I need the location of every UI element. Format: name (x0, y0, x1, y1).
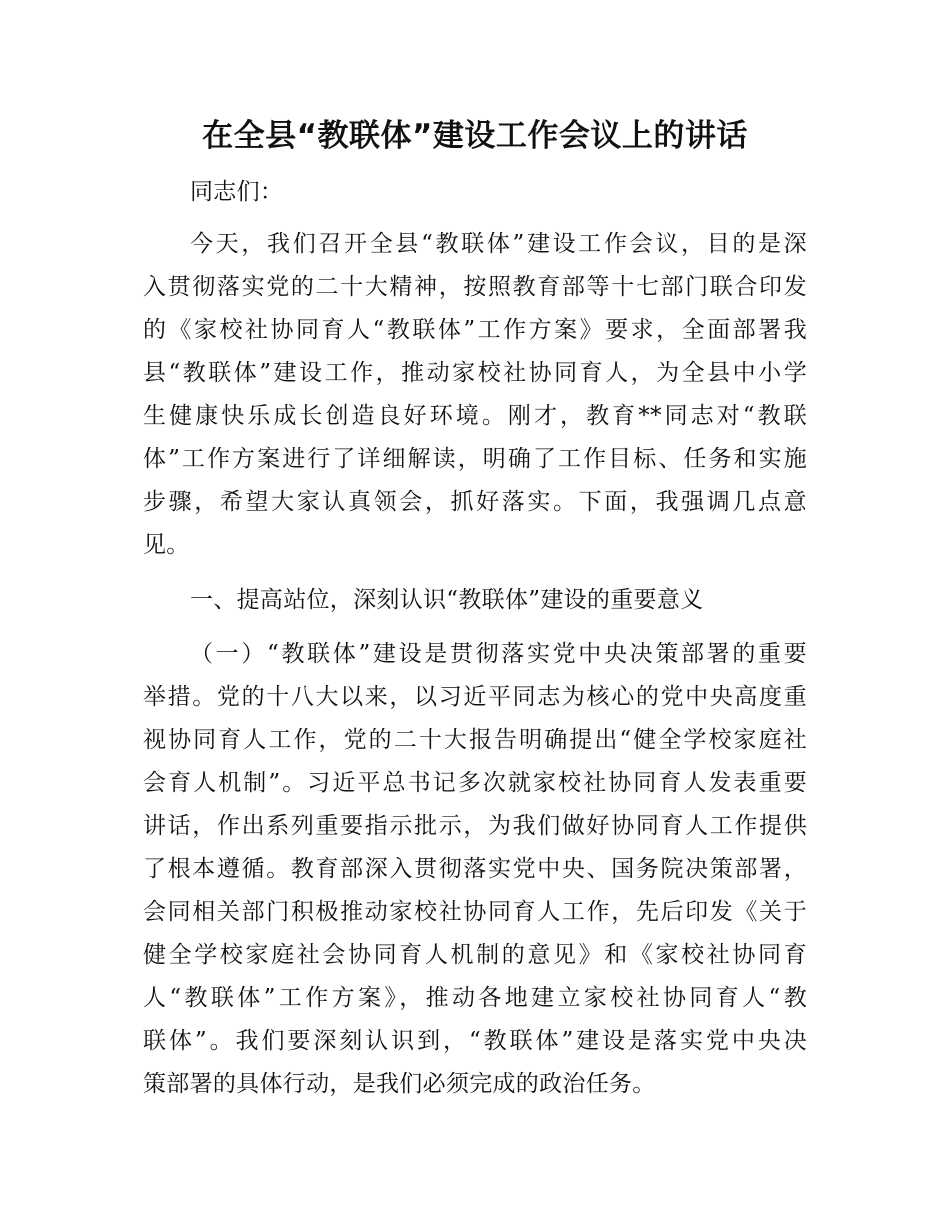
paragraph-line: 举措。党的十八大以来，以习近平同志为核心的党中央高度重 (143, 684, 807, 710)
paragraph-line: 会同相关部门积极推动家校社协同育人工作，先后印发《关于 (143, 899, 807, 925)
section-heading: 一、提高站位，深刻认识“教联体”建设的重要意义 (190, 587, 704, 613)
paragraph-line: 见。 (143, 532, 190, 558)
paragraph-line: 视协同育人工作，党的二十大报告明确提出“健全学校家庭社 (143, 727, 807, 753)
paragraph-line: 的《家校社协同育人“教联体”工作方案》要求，全面部署我 (143, 317, 807, 343)
paragraph-line: 策部署的具体行动，是我们必须完成的政治任务。 (143, 1071, 656, 1097)
paragraph-line: 入贯彻落实党的二十大精神，按照教育部等十七部门联合印发 (143, 274, 807, 300)
paragraph-line: 健全学校家庭社会协同育人机制的意见》和《家校社协同育 (143, 942, 807, 968)
paragraph-line: 讲话，作出系列重要指示批示，为我们做好协同育人工作提供 (143, 813, 807, 839)
paragraph-line: 步骤，希望大家认真领会，抓好落实。下面，我强调几点意 (143, 489, 807, 515)
paragraph-line: 会育人机制”。习近平总书记多次就家校社协同育人发表重要 (143, 770, 807, 796)
paragraph-line: 了根本遵循。教育部深入贯彻落实党中央、国务院决策部署， (143, 856, 807, 882)
paragraph-line: 今天，我们召开全县“教联体”建设工作会议，目的是深 (190, 231, 807, 257)
paragraph-line: 体”工作方案进行了详细解读，明确了工作目标、任务和实施 (143, 446, 807, 472)
document-title: 在全县“教联体”建设工作会议上的讲话 (202, 118, 748, 154)
paragraph-line: 县“教联体”建设工作，推动家校社协同育人，为全县中小学 (143, 360, 807, 386)
paragraph-line: （一）“教联体”建设是贯彻落实党中央决策部署的重要 (190, 641, 807, 667)
greeting: 同志们： (190, 179, 284, 205)
paragraph-line: 联体”。我们要深刻认识到，“教联体”建设是落实党中央决 (143, 1028, 807, 1054)
paragraph-line: 生健康快乐成长创造良好环境。刚才，教育**同志对“教联 (143, 403, 807, 429)
paragraph-line: 人“教联体”工作方案》，推动各地建立家校社协同育人“教 (143, 985, 807, 1011)
